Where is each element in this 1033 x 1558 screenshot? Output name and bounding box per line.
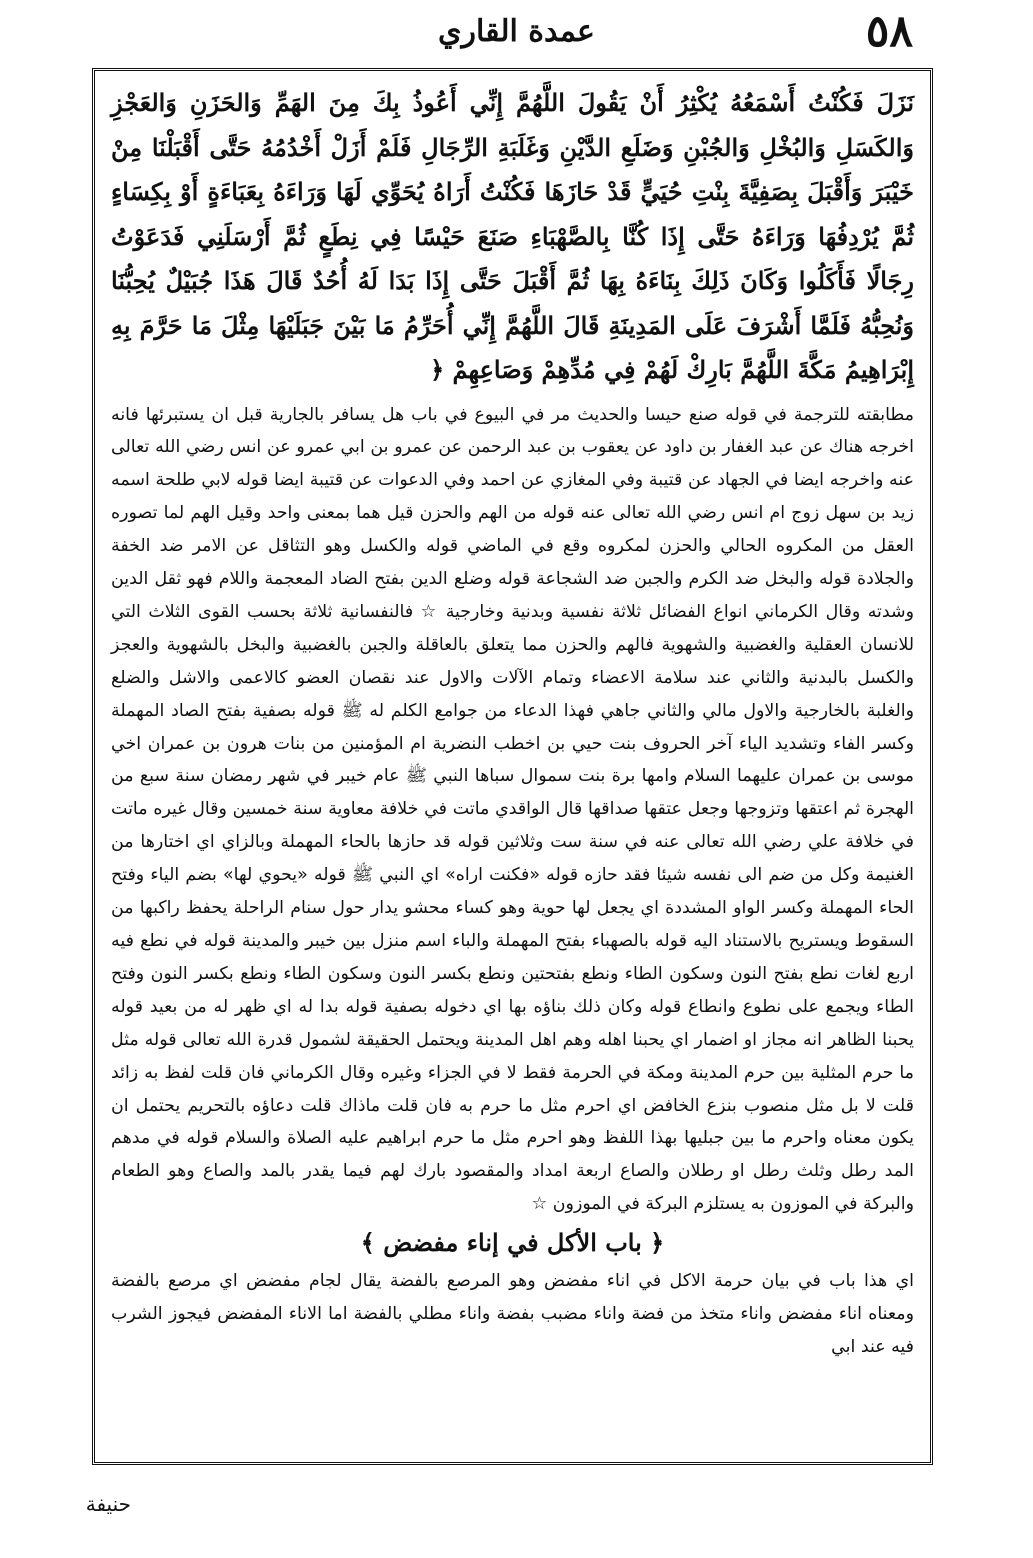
page-number: ٥٨ bbox=[865, 6, 913, 57]
page-header bbox=[0, 0, 1033, 70]
commentary-text: مطابقته للترجمة في قوله صنع حيسا والحديث مر في البيوع في باب هل يسافر بالجارية قبل ان يستبرئها فانه اخرجه هناك عن عبد الغفار بن داود عن يعقوب بن عبد الرحمن عن عمرو بن ابي عمرو عن انس رضي الله تعالى عنه واخرجه ايضا في الجهاد عن قتيبة وفي المغازي عن احمد وفي الدعوات عن قتيبة ايضا قوله لابي طلحة اسمه زيد بن سهل زوج ام انس رضي الله تعالى عنه قوله من الهم والحزن قيل هما بمعنى واحد وقيل الهم لما تصوره العقل من المكروه الحالي والحزن لمكروه وقع في الماضي قوله والكسل وهو التثاقل عن الامر ضد الخفة والجلادة قوله والبخل ضد الكرم والجبن ضد الشجاعة قوله وضلع الدين بفتح الضاد المعجمة واللام فهو ثقل الدين وشدته وقال الكرماني انواع الفضائل ثلاثة نفسية وبدنية وخارجية ☆ فالنفسانية ثلاثة بحسب القوى الثلاث التي للانسان العقلية والغضبية والشهوية فالهم والحزن مما يتعلق بالعاقلة والجبن بالغضبية والبخل بالشهوية والعجز والكسل بالبدنية والثاني عند سلامة الاعضاء وتمام الآلات والاول عند نقصان العضو كالاعمى والاشل والضلع والغلبة بالخارجية والاول مالي والثاني جاهي فهذا الدعاء من جوامع الكلم له ﷺ قوله بصفية بفتح الصاد المهملة وكسر الفاء وتشديد الياء آخر الحروف بنت حيي بن اخطب النضرية ام المؤمنين من بنات هرون بن عمران اخي موسى بن عمران عليهما السلام وامها برة بنت سموال سباها النبي ﷺ عام خيبر في شهر رمضان سنة سبع من الهجرة ثم اعتقها وتزوجها وجعل عتقها صداقها قال الواقدي ماتت في خلافة معاوية سنة خمسين وقال غيره ماتت في خلافة علي رضي الله تعالى عنه في سنة ست وثلاثين قوله قد حازها بالحاء المهملة وبالزاي اي اختارها من الغنيمة وكل من ضم الى نفسه شيئا فقد حازه قوله «فكنت اراه» اي النبي ﷺ قوله «يحوي لها» بضم الياء وفتح الحاء المهملة وكسر الواو المشددة اي يجعل لها حوية وهو كساء محشو يدار حول سنام الراحلة يحفظ راكبها من السقوط ويستريح بالاستناد اليه قوله بالصهباء بفتح المهملة والباء اسم منزل بين خيبر والمدينة قوله في نطع فيه اربع لغات نطع بفتح النون وسكون الطاء ونطع بفتحتين ونطع بكسر النون وسكون الطاء ونطع بكسر النون وفتح الطاء ويجمع على نطوع وانطاع قوله وكان ذلك بناؤه بها اي دخوله بصفية قوله بدا له اي ظهر له من بعيد قوله يحبنا الظاهر انه مجاز او اضمار اي يحبنا اهله وهم اهل المدينة ويحتمل الحقيقة لشمول قدرة الله تعالى قوله مثل ما حرم المثلية بين حرم المدينة ومكة في الحرمة فقط لا في الجزاء وغيره وقال الكرماني فان قلت لفظ به زائد قلت لا بل مثل منصوب بنزع الخافض اي احرم مثل ما حرم به فان قلت ماذاك قلت دعاؤه بالتحريم يحتمل ان يكون معناه واحرم ما بين جبليها بهذا اللفظ وهو احرم مثل ما حرم ابراهيم عليه الصلاة والسلام قوله في مدهم المد رطل وثلث رطل او رطلان والصاع اربعة امداد والمقصود بارك لهم فيما يقدر بالمد والصاع وهو الطعام والبركة في الموزون به يستلزم البركة في الموزون ☆ bbox=[111, 404, 914, 1215]
catchword: حنيفة bbox=[85, 1492, 131, 1516]
chapter-heading: ﴿ باب الأكل في إناء مفضض ﴾ bbox=[360, 1228, 665, 1258]
text-frame bbox=[92, 68, 933, 1465]
hadith-text: نَزَلَ فَكُنْتُ أَسْمَعُهُ يُكْثِرُ أَنْ يَقُولَ اللَّهُمَّ إِنِّي أَعُوذُ بِكَ مِنَ الهَمِّ وَالحَزَنِ وَالعَجْزِ وَالكَسَلِ وَالبُخْلِ وَالجُبْنِ وَضَلَعِ الدَّيْنِ وَغَلَبَةِ الرِّجَالِ فَلَمْ أَزَلْ أَخْدُمُهُ حَتَّى أَقْبَلْنَا مِنْ خَيْبَرَ وَأَقْبَلَ بِصَفِيَّةَ بِنْتِ حُيَيٍّ قَدْ حَازَهَا فَكُنْتُ أَرَاهُ يُحَوِّي لَهَا وَرَاءَهُ بِعَبَاءَةٍ أَوْ بِكِسَاءٍ ثُمَّ يُرْدِفُهَا وَرَاءَهُ حَتَّى إِذَا كُنَّا بِالصَّهْبَاءِ صَنَعَ حَيْسًا فِي نِطَعٍ ثُمَّ أَرْسَلَنِي فَدَعَوْتُ رِجَالًا فَأَكَلُوا وَكَانَ ذَلِكَ بِنَاءَهُ بِهَا ثُمَّ أَقْبَلَ حَتَّى إِذَا بَدَا لَهُ أُحُدٌ قَالَ هَذَا جُبَيْلٌ يُحِبُّنَا وَنُحِبُّهُ فَلَمَّا أَشْرَفَ عَلَى المَدِينَةِ قَالَ اللَّهُمَّ إِنِّي أُحَرِّمُ مَا بَيْنَ جَبَلَيْهَا مِثْلَ مَا حَرَّمَ بِهِ إِبْرَاهِيمُ مَكَّةَ اللَّهُمَّ بَارِكْ لَهُمْ فِي مُدِّهِمْ وَصَاعِهِمْ ﴿ bbox=[111, 88, 914, 384]
chapter-commentary-text: اي هذا باب في بيان حرمة الاكل في اناء مفضض وهو المرصع بالفضة يقال لجام مفضض اي مرصع بالفضة ومعناه اناء مفضض واناء متخذ من فضة واناء مضبب بفضة واناء مطلي بالفضة اما الاناء المفضض فيجوز الشرب فيه عند ابي bbox=[111, 1271, 914, 1357]
running-title: عمدة القاري bbox=[438, 14, 595, 49]
